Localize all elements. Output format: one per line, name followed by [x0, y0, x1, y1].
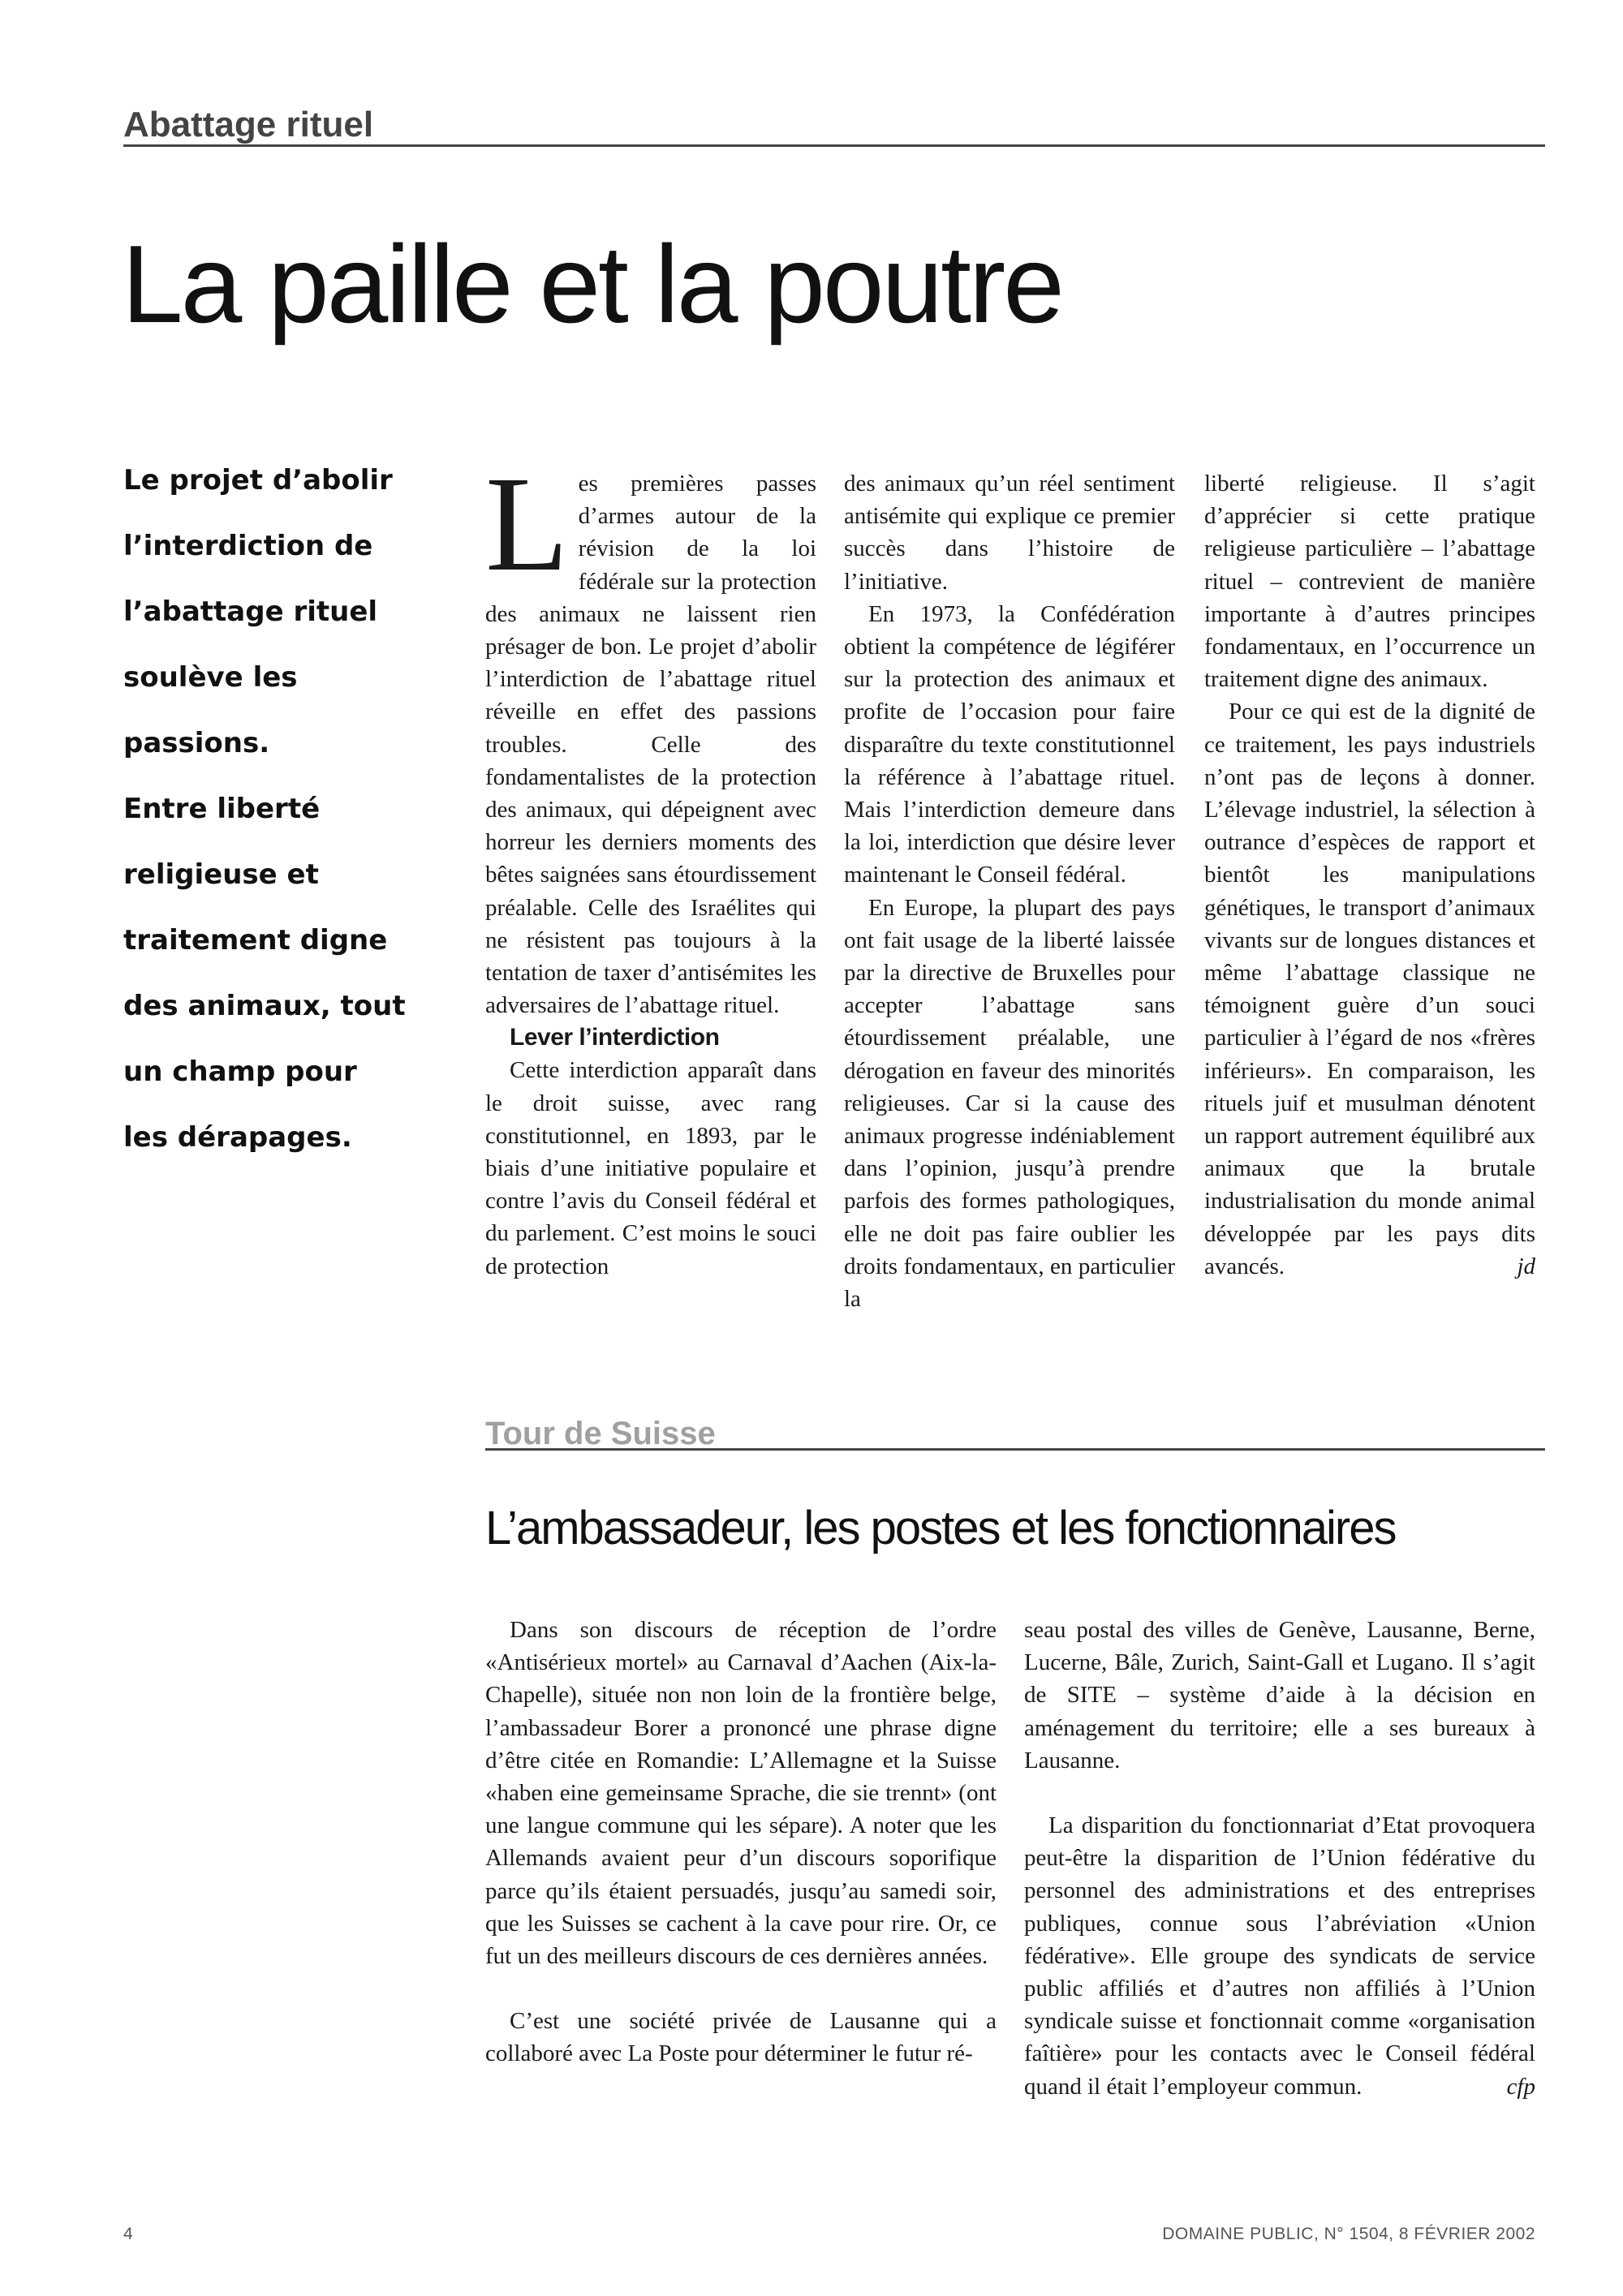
article2-title: L’ambassadeur, les postes et les fonctionnaires: [485, 1502, 1396, 1554]
subheading: Lever l’interdiction: [510, 1024, 720, 1051]
rubric-label: Abattage rituel: [123, 105, 374, 144]
lead-line: traitement digne: [123, 924, 388, 957]
lead-line: les dérapages.: [123, 1121, 352, 1154]
article2-column-2: [1024, 1614, 1535, 2103]
publication-info: DOMAINE PUBLIC, N° 1504, 8 FÉVRIER 2002: [1162, 2225, 1535, 2243]
lead-line: un champ pour: [123, 1056, 357, 1088]
article-title: La paille et la poutre: [122, 222, 1062, 346]
body-paragraph: des animaux qu’un réel sentiment antisémite qui explique ce premier succès dans l’histoire de l’initiative.: [844, 471, 1175, 595]
body-paragraph: En Europe, la plupart des pays ont fait usage de la liberté laissée par la directive de Bruxelles pour accepter l’abattage sans étourdissement préalable, une dérogation en faveur des minorités religieuses. Car si la cause des animaux progresse indéniablement dans l’opinion, jusqu’à prendre parfois des formes pathologiques, elle ne doit pas faire oublier les droits fondamentaux, en particulier la: [844, 894, 1175, 1313]
article1-column-2: [844, 467, 1175, 1315]
section-rubric-tour-de-suisse: [485, 1417, 1545, 1451]
lead-paragraph: [123, 448, 448, 1171]
rubric-label: Tour de Suisse: [485, 1416, 716, 1451]
lead-line: Entre liberté: [123, 793, 321, 825]
section-rubric-abattage: [123, 107, 1545, 147]
lead-line: des animaux, tout: [123, 990, 406, 1022]
lead-line: l’abattage rituel: [123, 595, 378, 628]
body-paragraph: liberté religieuse. Il s’agit d’apprécier si cette pratique religieuse particulière – l’abattage rituel – contrevient de manière importante à d’autres principes fondamentaux, en l’occurrence un traitement digne des animaux.: [1204, 471, 1535, 693]
body-paragraph: Pour ce qui est de la dignité de ce traitement, les pays industriels n’ont pas de leçons à donner. L’élevage industriel, la sélection à outrance d’espèces de rapport et bientôt les manipulations génétiques, le transport d’animaux vivants sur de longues distances et même l’abattage classique ne témoignent guère d’un souci particulier à l’égard de nos «frères inférieurs». En comparaison, les rituels juif et musulman dénotent un rapport autrement équilibré aux animaux que la brutale industrialisation du monde animal développée par les pays dits avancés. jd: [1204, 695, 1535, 1283]
lead-line: l’interdiction de: [123, 530, 373, 562]
lead-line: religieuse et: [123, 858, 319, 891]
lead-line: Le projet d’abolir: [123, 464, 393, 497]
page-number: 4: [123, 2225, 134, 2243]
body-paragraph: Cette interdiction apparaît dans le droit suisse, avec rang constitutionnel, en 1893, par le biais d’une initiative populaire et contre l’avis du Conseil fédéral et du parlement. C’est moins le souci de protection: [485, 1057, 816, 1279]
lead-line: soulève les: [123, 661, 298, 694]
lead-line: passions.: [123, 727, 270, 759]
article1-column-3: [1204, 467, 1535, 1283]
body-paragraph: C’est une société privée de Lausanne qui a collaboré avec La Poste pour déterminer le futur ré-: [485, 2008, 997, 2067]
body-paragraph: Les premières passes d’armes autour de la révision de la loi fédérale sur la protection des animaux ne laissent rien présager de bon. Le projet d’abolir l’interdiction de l’abattage rituel réveille en effet des passions troubles. Celle des fondamentalistes de la protection des animaux, qui dépeignent avec horreur les derniers moments des bêtes saignées sans étourdissement préalable. Celle des Israélites qui ne résistent pas toujours à la tentation de taxer d’antisémites les adversaires de l’abattage rituel.: [485, 449, 816, 1019]
drop-cap: L: [485, 449, 569, 600]
body-paragraph: seau postal des villes de Genève, Lausanne, Berne, Lucerne, Bâle, Zurich, Saint-Gall et Lugano. Il s’agit de SITE – système d’aide à la décision en aménagement du territoire; elle a ses bureaux à Lausanne.: [1024, 1617, 1535, 1774]
article1-column-1: [485, 449, 816, 1283]
body-paragraph: En 1973, la Confédération obtient la compétence de légiférer sur la protection des animaux et profite de l’occasion pour faire disparaître du texte constitutionnel la référence à l’abattage rituel. Mais l’interdiction demeure dans la loi, interdiction que désire lever maintenant le Conseil fédéral.: [844, 600, 1175, 888]
article2-column-1: [485, 1614, 997, 2070]
author-signature: cfp: [1506, 2073, 1535, 2100]
author-signature: jd: [1517, 1253, 1535, 1279]
body-paragraph: La disparition du fonctionnariat d’Etat provoquera peut-être la disparition de l’Union fédérative du personnel des administrations et des entreprises publiques, connue sous l’abréviation «Union fédérative». Elle groupe des syndicats de service public affiliés et d’autres non affiliés à l’Union syndicale suisse et fonctionnait comme «organisation faîtière» pour les contacts avec le Conseil fédéral quand il était l’employeur commun. cfp: [1024, 1809, 1535, 2103]
body-paragraph: Dans son discours de réception de l’ordre «Antisérieux mortel» au Carnaval d’Aachen (Aix-la-Chapelle), située non non loin de la frontière belge, l’ambassadeur Borer a prononcé une phrase digne d’être citée en Romandie: L’Allemagne et la Suisse «haben eine gemeinsame Sprache, die sie trennt» (ont une langue commune qui les sépare). A noter que les Allemands avaient peur d’un discours soporifique parce qu’ils étaient persuadés, jusqu’au samedi soir, que les Suisses se cachent à la cave pour rire. Or, ce fut un des meilleurs discours de ces dernières années.: [485, 1617, 997, 1970]
